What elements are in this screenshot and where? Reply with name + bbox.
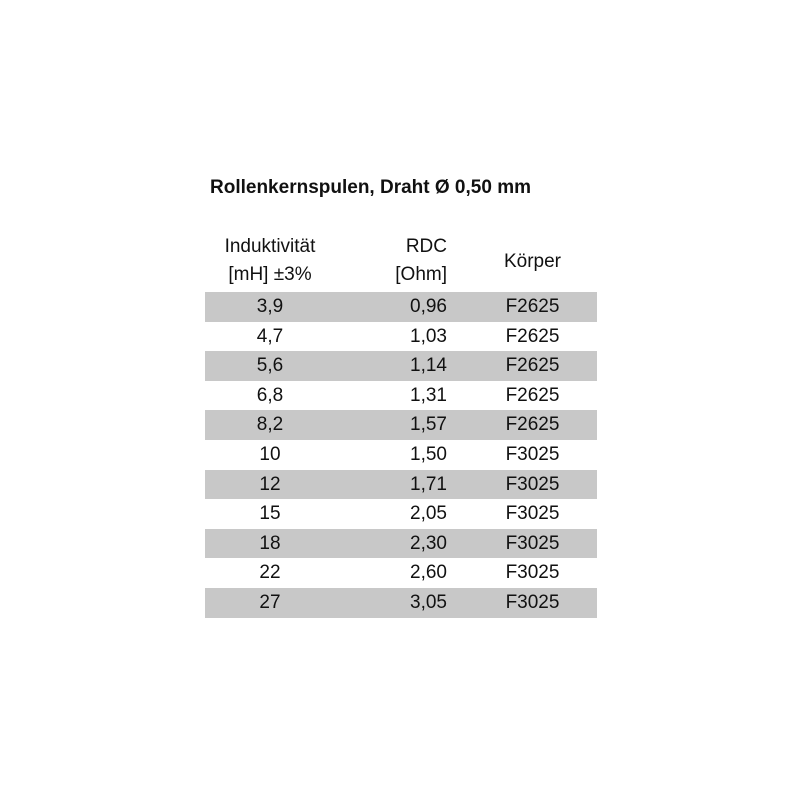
cell-rdc: 2,30 xyxy=(410,532,447,554)
cell-inductance: 5,6 xyxy=(256,355,284,377)
table-row xyxy=(205,499,597,529)
header-rdc-unit: [Ohm] xyxy=(395,264,447,285)
cell-rdc: 1,31 xyxy=(410,384,447,406)
table-row xyxy=(205,381,597,411)
cell-body: F2625 xyxy=(505,414,560,436)
cell-body: F2625 xyxy=(505,384,560,406)
cell-inductance: 3,9 xyxy=(256,296,284,317)
table-row xyxy=(205,440,597,470)
header-inductance-label: Induktivität xyxy=(224,236,316,257)
cell-rdc: 1,50 xyxy=(410,443,447,465)
table-row xyxy=(205,558,597,588)
table-row xyxy=(205,529,597,559)
cell-inductance: 6,8 xyxy=(256,384,284,406)
cell-body: F3025 xyxy=(505,443,560,465)
table-row xyxy=(205,588,597,618)
table-row xyxy=(205,351,597,381)
cell-rdc: 2,60 xyxy=(410,562,447,584)
cell-rdc: 2,05 xyxy=(410,503,447,525)
cell-body: F2625 xyxy=(505,325,560,347)
cell-body: F3025 xyxy=(505,562,560,584)
table-row xyxy=(205,322,597,352)
header-inductance-unit: [mH] ±3% xyxy=(228,264,312,285)
header-rdc xyxy=(360,233,447,289)
cell-rdc: 0,96 xyxy=(410,296,447,317)
cell-inductance: 15 xyxy=(259,503,281,525)
cell-inductance: 8,2 xyxy=(256,414,284,436)
cell-inductance: 18 xyxy=(259,532,281,554)
cell-body: F3025 xyxy=(505,503,560,525)
header-body-label: Körper xyxy=(503,251,562,272)
cell-inductance: 10 xyxy=(259,443,281,465)
cell-inductance: 12 xyxy=(259,473,281,495)
cell-body: F2625 xyxy=(505,296,560,317)
header-rdc-label: RDC xyxy=(405,236,447,257)
header-body xyxy=(475,248,590,276)
cell-body: F3025 xyxy=(505,473,560,495)
table-row xyxy=(205,410,597,440)
cell-inductance: 27 xyxy=(259,591,281,613)
cell-inductance: 22 xyxy=(259,562,281,584)
cell-rdc: 1,03 xyxy=(410,325,447,347)
inductor-table xyxy=(205,232,597,618)
cell-rdc: 3,05 xyxy=(410,591,447,613)
table-row xyxy=(205,470,597,500)
cell-inductance: 4,7 xyxy=(256,325,284,347)
table-header xyxy=(205,232,597,292)
page-title: Rollenkernspulen, Draht Ø 0,50 mm xyxy=(210,177,531,198)
cell-body: F2625 xyxy=(505,355,560,377)
cell-body: F3025 xyxy=(505,532,560,554)
cell-body: F3025 xyxy=(505,591,560,613)
cell-rdc: 1,57 xyxy=(410,414,447,436)
header-inductance xyxy=(205,233,335,289)
cell-rdc: 1,14 xyxy=(410,355,447,377)
table-row xyxy=(205,292,597,322)
cell-rdc: 1,71 xyxy=(410,473,447,495)
